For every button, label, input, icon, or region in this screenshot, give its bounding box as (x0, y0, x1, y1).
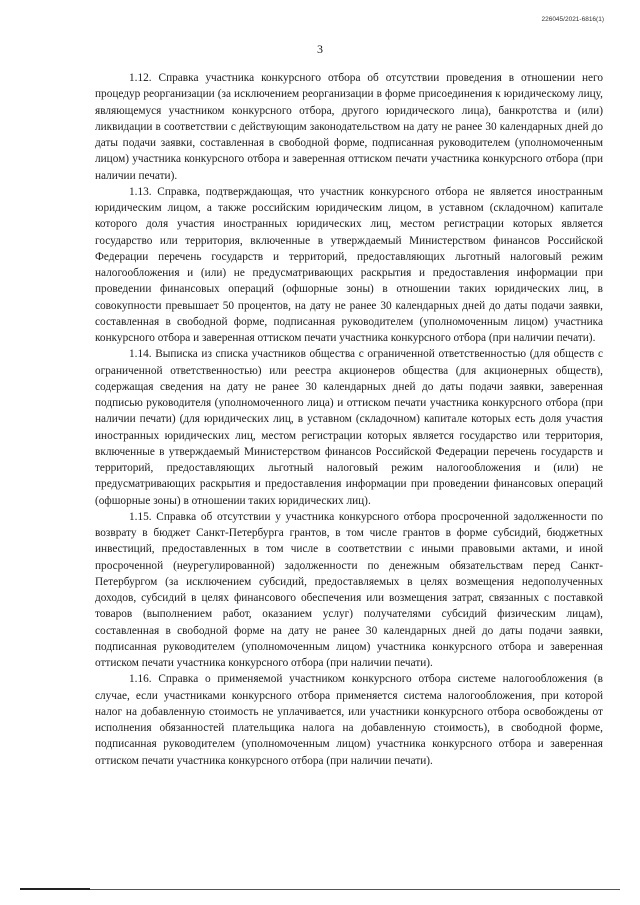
document-body (95, 70, 603, 769)
paragraph-1-12: 1.12. Справка участника конкурсного отбора об отсутствии проведения в отношении него процедур реорганизации (за исключением реорганизации в форме присоединения к юридическому лицу, являющемуся участником конкурсного отбора, другого юридического лица), банкротства и (или) ликвидации в соответствии с действующим законодательством на дату не ранее 30 календарных дней до даты подачи заявки, составленная в свободной форме, подписанная руководителем (уполномоченным лицом) участника конкурсного отбора и заверенная оттиском печати участника конкурсного отбора (при наличии печати). (95, 72, 603, 182)
page-number: 3 (317, 42, 323, 56)
paragraph-1-14: 1.14. Выписка из списка участников общества с ограниченной ответственностью (для обществ с ограниченной ответственностью) или реестра акционеров общества (для акционерных обществ), содержащая сведения на дату не ранее 30 календарных дней до даты подачи заявки, заверенная подписью руководителя (уполномоченного лица) и оттиском печати участника конкурсного отбора (при наличии печати) (для юридических лиц, в уставном (складочном) капитале которых есть доля участия иностранных юридических лиц, местом регистрации которых является государство или территория, включенные в утверждаемый Министерством финансов Российской Федерации перечень государств и территорий, предоставляющих льготный налоговый режим налогообложения и (или) не предусматривающих раскрытия и предоставления информации при проведении финансовых операций (офшорные зоны) в отношении таких юридических лиц). (95, 348, 603, 507)
paragraph-1-15: 1.15. Справка об отсутствии у участника конкурсного отбора просроченной задолженности по возврату в бюджет Санкт-Петербурга грантов, в том числе грантов в форме субсидий, бюджетных инвестиций, предоставленных в том числе в соответствии с иными правовыми актами, и иной просроченной (неурегулированной) задолженности по денежным обязательствам перед Санкт-Петербургом (за исключением субсидий, предоставляемых в целях возмещения недополученных доходов, субсидий в целях финансового обеспечения или возмещения затрат, связанных с поставкой товаров (выполнением работ, оказанием услуг) получателями субсидий физическим лицам), составленная в свободной форме на дату не ранее 30 календарных дней до даты подачи заявки, подписанная руководителем (уполномоченным лицом) участника конкурсного отбора и заверенная оттиском печати участника конкурсного отбора (при наличии печати). (95, 510, 603, 669)
paragraph-1-13: 1.13. Справка, подтверждающая, что участник конкурсного отбора не является иностранным юридическим лицом, а также российским юридическим лицом, в уставном (складочном) капитале которого доля участия иностранных юридических лиц, местом регистрации которых является государство или территория, включенные в утверждаемый Министерством финансов Российской Федерации перечень государств и территорий, предоставляющих льготный налоговый режим налогообложения и (или) не предусматривающих раскрытия и предоставления информации при проведении финансовых операций (офшорные зоны) в отношении таких юридических лиц, в совокупности превышает 50 процентов, на дату не ранее 30 календарных дней до даты подачи заявки, составленная в свободной форме, подписанная руководителем (уполномоченным лицом) участника конкурсного отбора и заверенная оттиском печати участника конкурсного отбора (при наличии печати). (95, 185, 603, 344)
document-id: 226045/2021-6816(1) (541, 16, 604, 23)
footer-rule-accent (20, 888, 90, 890)
paragraph-1-16: 1.16. Справка о применяемой участником конкурсного отбора системе налогообложения (в случае, если участниками конкурсного отбора применяется система налогообложения, при которой налог на добавленную стоимость не уплачивается, или участники конкурсного отбора освобождены от исполнения обязанностей плательщика налога на добавленную стоимость), в свободной форме, подписанная руководителем (уполномоченным лицом) участника конкурсного отбора и заверенная оттиском печати участника конкурсного отбора (при наличии печати). (95, 673, 603, 767)
footer-rule (20, 889, 620, 890)
